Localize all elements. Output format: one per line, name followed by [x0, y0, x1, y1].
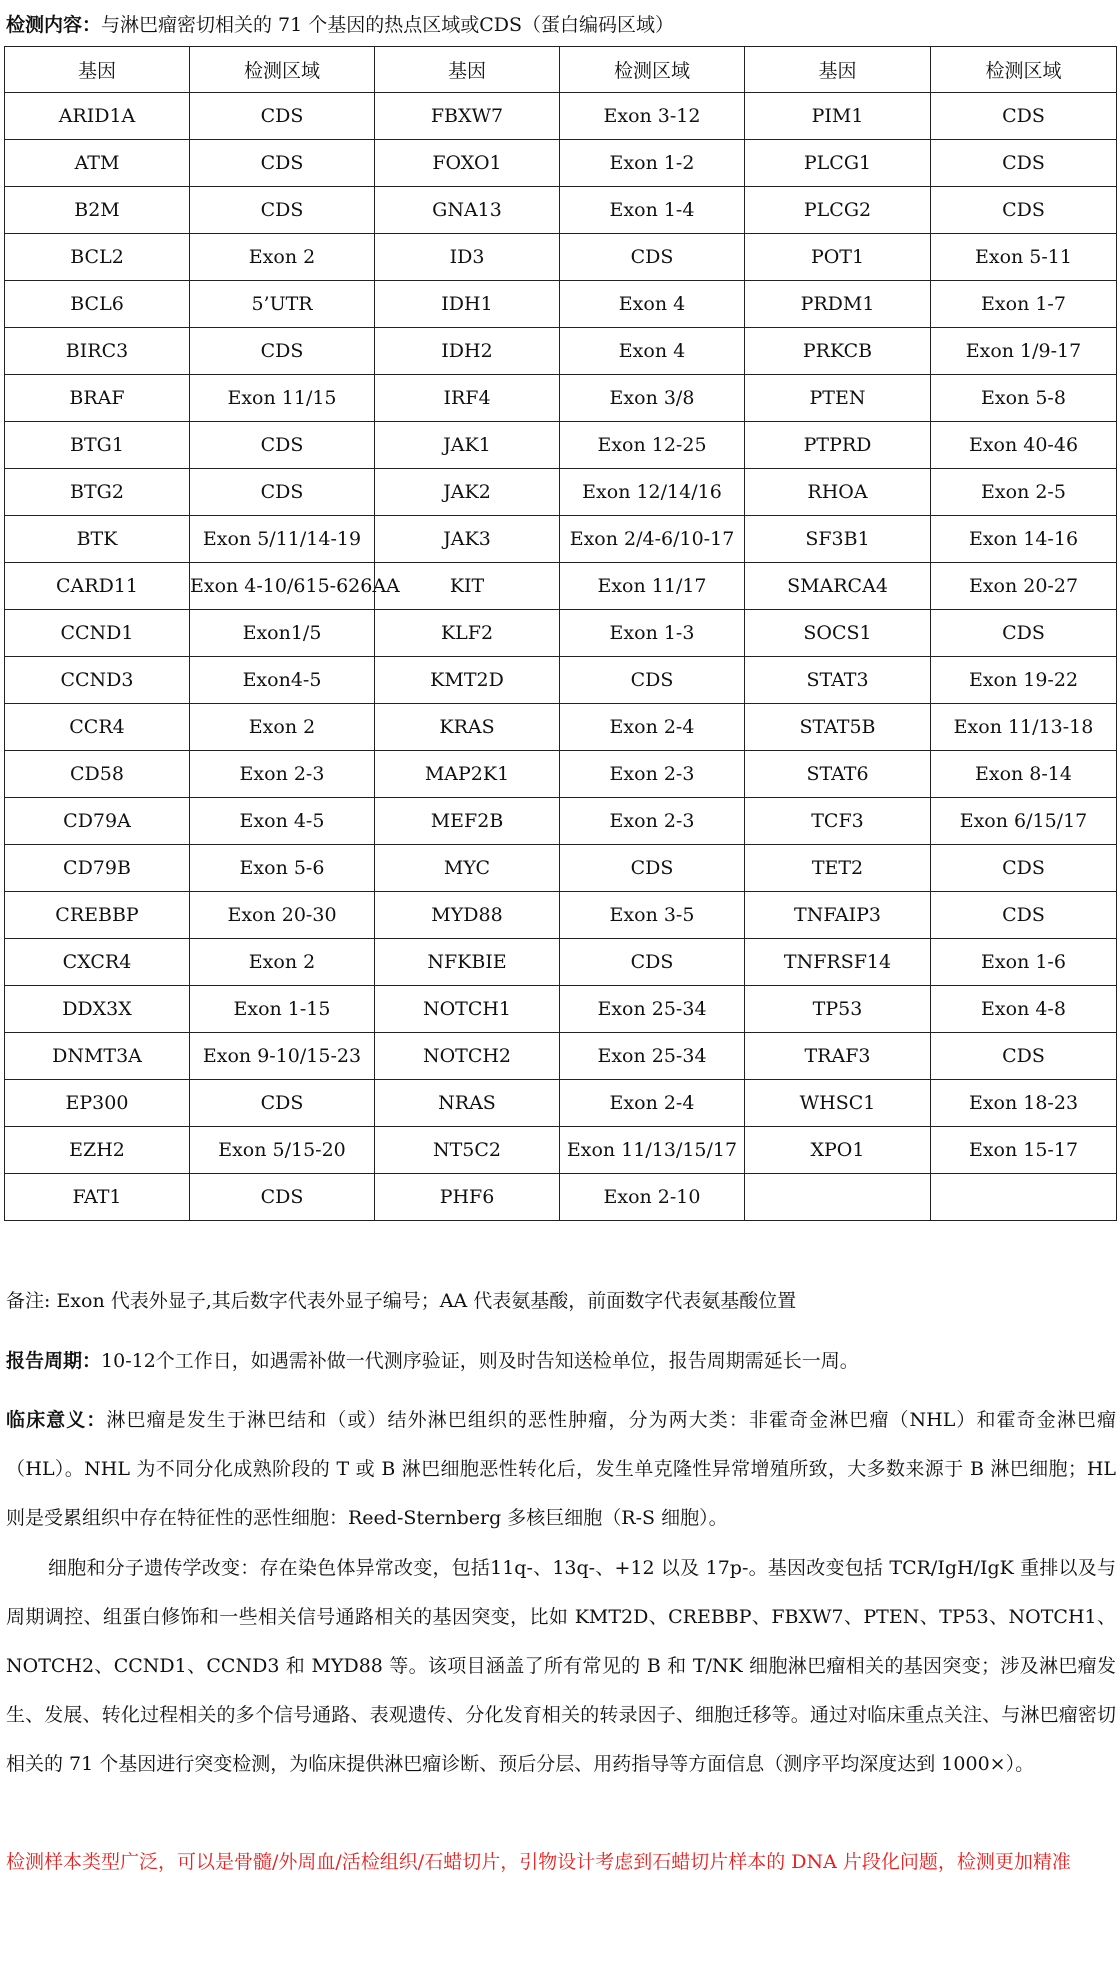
gene-cell: SMARCA4: [745, 563, 931, 610]
region-cell: Exon 1-4: [560, 187, 745, 234]
region-cell: Exon 11/13-18: [931, 704, 1117, 751]
detection-content-label: 检测内容：: [6, 14, 102, 36]
header-gene: 基因: [745, 47, 931, 93]
region-cell: CDS: [931, 892, 1117, 939]
gene-cell: MYC: [375, 845, 560, 892]
gene-cell: [745, 1174, 931, 1221]
gene-cell: STAT3: [745, 657, 931, 704]
gene-cell: ATM: [5, 140, 190, 187]
gene-cell: B2M: [5, 187, 190, 234]
region-cell: Exon 1-7: [931, 281, 1117, 328]
detection-content-text: 与淋巴瘤密切相关的 71 个基因的热点区域或CDS（蛋白编码区域）: [101, 14, 675, 36]
gene-cell: ARID1A: [5, 93, 190, 140]
gene-cell: JAK3: [375, 516, 560, 563]
region-cell: Exon 12-25: [560, 422, 745, 469]
region-cell: Exon 8-14: [931, 751, 1117, 798]
gene-cell: TNFAIP3: [745, 892, 931, 939]
gene-cell: TET2: [745, 845, 931, 892]
gene-cell: TCF3: [745, 798, 931, 845]
region-cell: CDS: [190, 328, 375, 375]
gene-cell: NRAS: [375, 1080, 560, 1127]
region-cell: Exon 20-30: [190, 892, 375, 939]
region-cell: Exon 4-10/615-626AA: [190, 563, 375, 610]
region-cell: CDS: [560, 845, 745, 892]
table-row: [5, 516, 1117, 563]
region-cell: Exon 11/17: [560, 563, 745, 610]
gene-cell: EZH2: [5, 1127, 190, 1174]
region-cell: Exon 5/11/14-19: [190, 516, 375, 563]
region-cell: CDS: [190, 140, 375, 187]
gene-cell: EP300: [5, 1080, 190, 1127]
gene-cell: ID3: [375, 234, 560, 281]
gene-cell: BTG1: [5, 422, 190, 469]
gene-region-table: [4, 46, 1117, 1221]
region-cell: Exon 2-4: [560, 1080, 745, 1127]
region-cell: Exon 18-23: [931, 1080, 1117, 1127]
table-row: [5, 187, 1117, 234]
region-cell: Exon 5-11: [931, 234, 1117, 281]
region-cell: Exon 1-15: [190, 986, 375, 1033]
region-cell: Exon 20-27: [931, 563, 1117, 610]
region-cell: Exon4-5: [190, 657, 375, 704]
table-row: [5, 469, 1117, 516]
gene-cell: BCL6: [5, 281, 190, 328]
region-cell: Exon 12/14/16: [560, 469, 745, 516]
clinical-text: 淋巴瘤是发生于淋巴结和（或）结外淋巴组织的恶性肿瘤，分为两大类：非霍奇金淋巴瘤（NHL）和霍奇金淋巴瘤（HL）。NHL 为不同分化成熟阶段的 T 或 B 淋巴细胞恶性转化后，发生单克隆性异常增殖所致，大多数来源于 B 淋巴细胞；HL 则是受累组织中存在特征性的恶性细胞：Reed-Sternberg 多核巨细胞（R-S 细胞）。: [6, 1409, 1116, 1529]
region-cell: Exon 5-6: [190, 845, 375, 892]
gene-cell: MAP2K1: [375, 751, 560, 798]
table-row: [5, 328, 1117, 375]
region-cell: CDS: [190, 422, 375, 469]
region-cell: Exon 2/4-6/10-17: [560, 516, 745, 563]
region-cell: Exon 1-6: [931, 939, 1117, 986]
gene-cell: WHSC1: [745, 1080, 931, 1127]
gene-cell: CD79B: [5, 845, 190, 892]
gene-table-body: [5, 93, 1117, 1221]
table-row: [5, 798, 1117, 845]
region-cell: Exon 2-5: [931, 469, 1117, 516]
region-cell: Exon 4: [560, 281, 745, 328]
region-cell: CDS: [931, 140, 1117, 187]
clinical-significance: [6, 1396, 1116, 1543]
table-row: [5, 751, 1117, 798]
table-row: [5, 845, 1117, 892]
gene-cell: KRAS: [375, 704, 560, 751]
table-row: [5, 610, 1117, 657]
region-cell: CDS: [190, 469, 375, 516]
gene-cell: DNMT3A: [5, 1033, 190, 1080]
gene-cell: PHF6: [375, 1174, 560, 1221]
region-cell: Exon 2: [190, 939, 375, 986]
gene-cell: PRKCB: [745, 328, 931, 375]
gene-cell: GNA13: [375, 187, 560, 234]
gene-cell: BCL2: [5, 234, 190, 281]
gene-cell: IRF4: [375, 375, 560, 422]
gene-cell: POT1: [745, 234, 931, 281]
region-cell: CDS: [560, 657, 745, 704]
region-cell: Exon 4-8: [931, 986, 1117, 1033]
table-row: [5, 234, 1117, 281]
gene-cell: CCND3: [5, 657, 190, 704]
region-cell: Exon 2-4: [560, 704, 745, 751]
report-period: [6, 1348, 1116, 1374]
gene-cell: KLF2: [375, 610, 560, 657]
region-cell: Exon 15-17: [931, 1127, 1117, 1174]
gene-cell: PTEN: [745, 375, 931, 422]
gene-cell: STAT6: [745, 751, 931, 798]
gene-cell: CD58: [5, 751, 190, 798]
region-cell: Exon 9-10/15-23: [190, 1033, 375, 1080]
region-cell: Exon1/5: [190, 610, 375, 657]
gene-cell: RHOA: [745, 469, 931, 516]
gene-cell: IDH1: [375, 281, 560, 328]
table-row: [5, 281, 1117, 328]
gene-cell: PLCG1: [745, 140, 931, 187]
region-cell: Exon 2: [190, 704, 375, 751]
region-cell: Exon 1/9-17: [931, 328, 1117, 375]
region-cell: CDS: [560, 939, 745, 986]
region-cell: Exon 3/8: [560, 375, 745, 422]
header-gene: 基因: [5, 47, 190, 93]
table-row: [5, 93, 1117, 140]
table-row: [5, 375, 1117, 422]
gene-cell: TP53: [745, 986, 931, 1033]
detection-content-heading: [6, 12, 674, 38]
region-cell: Exon 2: [190, 234, 375, 281]
header-region: 检测区域: [931, 47, 1117, 93]
region-cell: Exon 2-3: [560, 751, 745, 798]
table-row: [5, 1127, 1117, 1174]
gene-cell: KIT: [375, 563, 560, 610]
gene-cell: BTK: [5, 516, 190, 563]
gene-cell: NT5C2: [375, 1127, 560, 1174]
region-cell: CDS: [190, 1080, 375, 1127]
genetics-paragraph: 细胞和分子遗传学改变：存在染色体异常改变，包括11q-、13q-、+12 以及 17p-。基因改变包括 TCR/IgH/IgK 重排以及与周期调控、组蛋白修饰和一些相关信号通路相关的基因突变，比如 KMT2D、CREBBP、FBXW7、PTEN、TP53、NOTCH1、NOTCH2、CCND1、CCND3 和 MYD88 等。该项目涵盖了所有常见的 B 和 T/NK 细胞淋巴瘤相关的基因突变；涉及淋巴瘤发生、发展、转化过程相关的多个信号通路、表观遗传、分化发育相关的转录因子、细胞迁移等。通过对临床重点关注、与淋巴瘤密切相关的 71 个基因进行突变检测，为临床提供淋巴瘤诊断、预后分层、用药指导等方面信息（测序平均深度达到 1000×）。: [6, 1557, 1116, 1775]
region-cell: CDS: [931, 845, 1117, 892]
gene-cell: PTPRD: [745, 422, 931, 469]
gene-cell: SF3B1: [745, 516, 931, 563]
gene-cell: TRAF3: [745, 1033, 931, 1080]
gene-cell: CCR4: [5, 704, 190, 751]
gene-cell: MYD88: [375, 892, 560, 939]
gene-cell: NOTCH2: [375, 1033, 560, 1080]
gene-cell: PRDM1: [745, 281, 931, 328]
region-cell: CDS: [190, 1174, 375, 1221]
region-cell: CDS: [931, 93, 1117, 140]
table-row: [5, 1080, 1117, 1127]
gene-cell: CARD11: [5, 563, 190, 610]
gene-cell: IDH2: [375, 328, 560, 375]
region-cell: Exon 11/13/15/17: [560, 1127, 745, 1174]
region-cell: Exon 2-3: [560, 798, 745, 845]
report-period-label: 报告周期：: [6, 1350, 102, 1372]
region-cell: Exon 6/15/17: [931, 798, 1117, 845]
region-cell: Exon 1-2: [560, 140, 745, 187]
gene-cell: PIM1: [745, 93, 931, 140]
gene-cell: TNFRSF14: [745, 939, 931, 986]
gene-cell: CCND1: [5, 610, 190, 657]
region-cell: CDS: [931, 1033, 1117, 1080]
region-cell: Exon 5-8: [931, 375, 1117, 422]
sample-type-highlight: 检测样本类型广泛，可以是骨髓/外周血/活检组织/石蜡切片，引物设计考虑到石蜡切片样本的 DNA 片段化问题，检测更加精准: [6, 1851, 1071, 1873]
gene-cell: CXCR4: [5, 939, 190, 986]
gene-cell: JAK1: [375, 422, 560, 469]
gene-cell: SOCS1: [745, 610, 931, 657]
gene-cell: JAK2: [375, 469, 560, 516]
table-row: [5, 422, 1117, 469]
region-cell: Exon 14-16: [931, 516, 1117, 563]
region-cell: CDS: [190, 93, 375, 140]
gene-cell: STAT5B: [745, 704, 931, 751]
region-cell: Exon 2-3: [190, 751, 375, 798]
gene-cell: FAT1: [5, 1174, 190, 1221]
gene-cell: XPO1: [745, 1127, 931, 1174]
header-gene: 基因: [375, 47, 560, 93]
region-cell: Exon 25-34: [560, 986, 745, 1033]
gene-cell: NFKBIE: [375, 939, 560, 986]
region-cell: 5’UTR: [190, 281, 375, 328]
table-row: [5, 563, 1117, 610]
table-row: [5, 892, 1117, 939]
table-row: [5, 1174, 1117, 1221]
gene-cell: FBXW7: [375, 93, 560, 140]
region-cell: CDS: [560, 234, 745, 281]
table-row: [5, 1033, 1117, 1080]
report-period-text: 10-12个工作日，如遇需补做一代测序验证，则及时告知送检单位，报告周期需延长一周。: [101, 1350, 859, 1372]
region-cell: Exon 11/15: [190, 375, 375, 422]
region-cell: Exon 4: [560, 328, 745, 375]
region-cell: Exon 19-22: [931, 657, 1117, 704]
gene-cell: BIRC3: [5, 328, 190, 375]
gene-cell: CD79A: [5, 798, 190, 845]
table-row: [5, 704, 1117, 751]
region-cell: Exon 25-34: [560, 1033, 745, 1080]
region-cell: Exon 5/15-20: [190, 1127, 375, 1174]
gene-cell: NOTCH1: [375, 986, 560, 1033]
gene-cell: PLCG2: [745, 187, 931, 234]
region-cell: Exon 3-5: [560, 892, 745, 939]
region-cell: Exon 2-10: [560, 1174, 745, 1221]
region-cell: Exon 1-3: [560, 610, 745, 657]
region-cell: Exon 3-12: [560, 93, 745, 140]
region-cell: CDS: [190, 187, 375, 234]
table-row: [5, 986, 1117, 1033]
table-note: 备注: Exon 代表外显子,其后数字代表外显子编号；AA 代表氨基酸，前面数字代表氨基酸位置: [6, 1290, 797, 1312]
region-cell: Exon 40-46: [931, 422, 1117, 469]
gene-cell: MEF2B: [375, 798, 560, 845]
region-cell: Exon 4-5: [190, 798, 375, 845]
header-region: 检测区域: [190, 47, 375, 93]
gene-cell: CREBBP: [5, 892, 190, 939]
header-region: 检测区域: [560, 47, 745, 93]
region-cell: CDS: [931, 610, 1117, 657]
table-row: [5, 657, 1117, 704]
gene-cell: FOXO1: [375, 140, 560, 187]
gene-cell: DDX3X: [5, 986, 190, 1033]
gene-cell: KMT2D: [375, 657, 560, 704]
clinical-label: 临床意义：: [6, 1409, 107, 1431]
gene-cell: BTG2: [5, 469, 190, 516]
table-row: [5, 939, 1117, 986]
table-header-row: [5, 47, 1117, 93]
region-cell: [931, 1174, 1117, 1221]
region-cell: CDS: [931, 187, 1117, 234]
gene-cell: BRAF: [5, 375, 190, 422]
table-row: [5, 140, 1117, 187]
